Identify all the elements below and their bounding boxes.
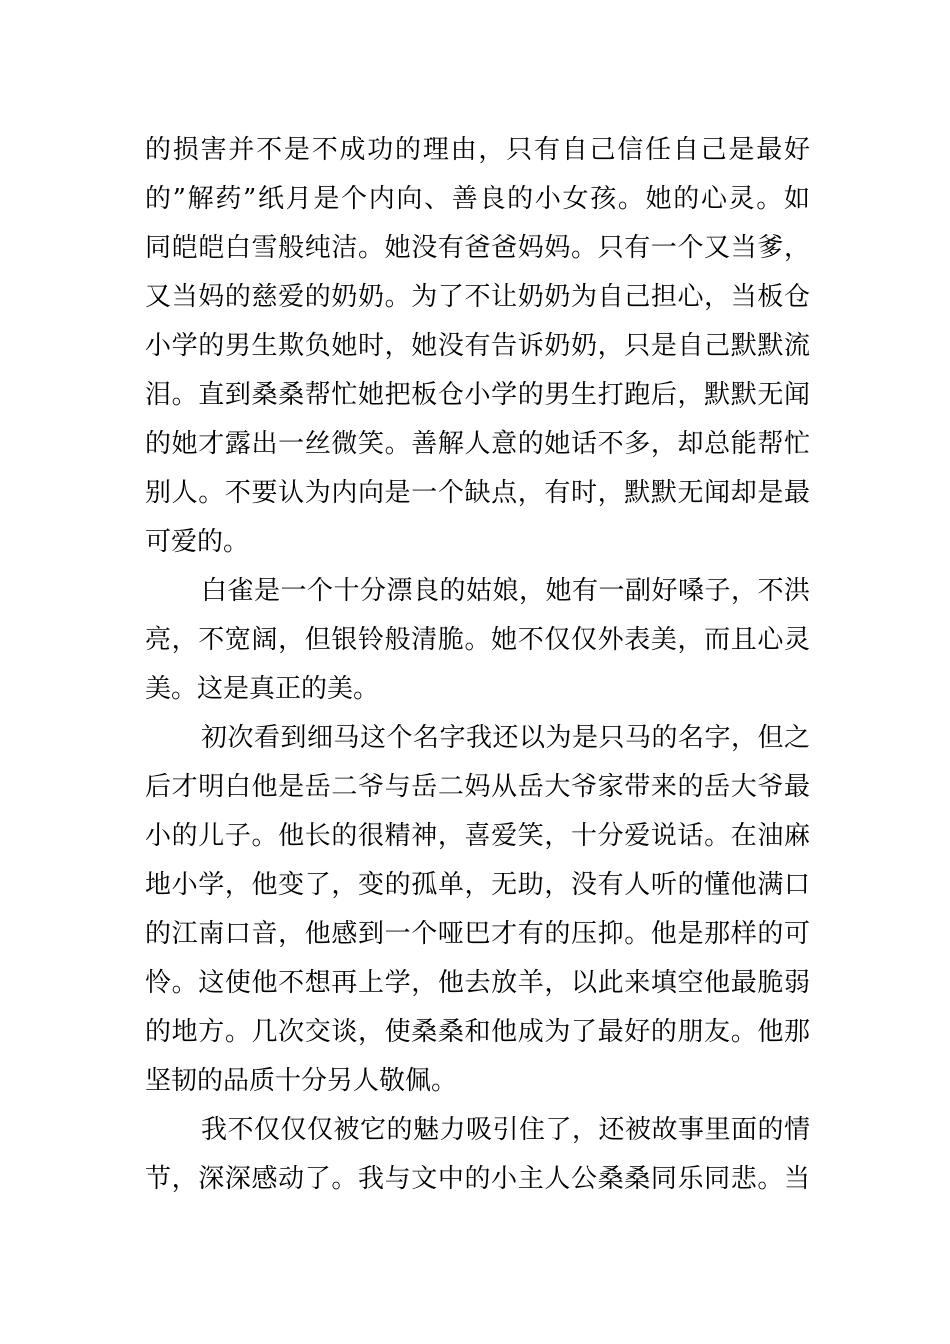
text-line: 美。这是真正的美。 <box>145 674 380 704</box>
text-line: 又当妈的慈爱的奶奶。为了不让奶奶为自己担心，当板仓 <box>145 282 810 312</box>
text-line: 白雀是一个十分漂良的姑娘，她有一副好嗓子，不洪 <box>201 576 810 606</box>
text-line: 的地方。几次交谈，使桑桑和他成为了最好的朋友。他那 <box>145 1017 810 1047</box>
text-line: 泪。直到桑桑帮忙她把板仓小学的男生打跑后，默默无闻 <box>145 380 810 410</box>
text-line: 别人。不要认为内向是一个缺点，有时，默默无闻却是最 <box>145 478 810 508</box>
text-line: 节，深深感动了。我与文中的小主人公桑桑同乐同悲。当 <box>145 1164 810 1194</box>
text-line: 初次看到细马这个名字我还以为是只马的名字，但之 <box>201 723 810 753</box>
text-line: 坚韧的品质十分另人敬佩。 <box>145 1066 458 1096</box>
text-line: 的”解药”纸月是个内向、善良的小女孩。她的心灵。如 <box>145 184 810 214</box>
text-line: 的损害并不是不成功的理由，只有自己信任自己是最好 <box>145 135 810 165</box>
text-line: 小学的男生欺负她时，她没有告诉奶奶，只是自己默默流 <box>145 331 810 361</box>
text-line: 怜。这使他不想再上学，他去放羊，以此来填空他最脆弱 <box>145 968 810 998</box>
text-line: 我不仅仅仅被它的魅力吸引住了，还被故事里面的情 <box>201 1115 810 1145</box>
text-line: 地小学，他变了，变的孤单，无助，没有人听的懂他满口 <box>145 870 810 900</box>
text-line: 同皑皑白雪般纯洁。她没有爸爸妈妈。只有一个又当爹， <box>145 233 810 263</box>
text-line: 的她才露出一丝微笑。善解人意的她话不多，却总能帮忙 <box>145 429 810 459</box>
text-line: 可爱的。 <box>145 527 250 557</box>
text-line: 亮，不宽阔，但银铃般清脆。她不仅仅外表美，而且心灵 <box>145 625 810 655</box>
text-line: 小的儿子。他长的很精神，喜爱笑，十分爱说话。在油麻 <box>145 821 810 851</box>
body-text <box>145 126 810 1204</box>
text-line: 的江南口音，他感到一个哑巴才有的压抑。他是那样的可 <box>145 919 810 949</box>
text-line: 后才明白他是岳二爷与岳二妈从岳大爷家带来的岳大爷最 <box>145 772 810 802</box>
